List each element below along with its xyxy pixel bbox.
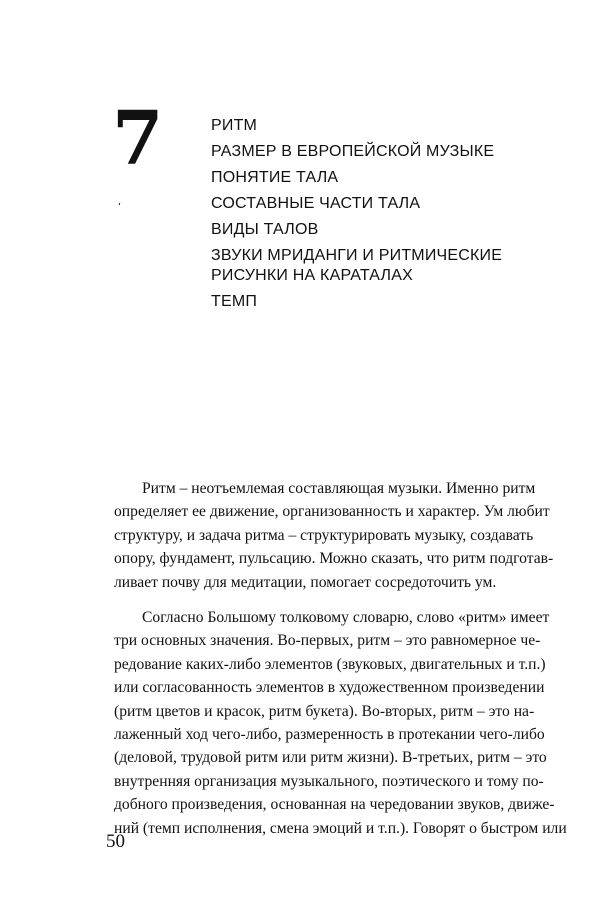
contents-item: РАЗМЕР В ЕВРОПЕЙСКОЙ МУЗЫКЕ bbox=[211, 143, 495, 160]
chapter-number: 7 bbox=[112, 96, 164, 182]
text-line: внутренняя организация музыкального, поэтического и тому по- bbox=[114, 772, 544, 790]
text-line: лаженный ход чего-либо, размеренность в протекании чего-либо bbox=[114, 726, 545, 744]
text-line: редование каких-либо элементов (звуковых, двигательных и т.п.) bbox=[114, 655, 546, 673]
contents-item: ТЕМП bbox=[211, 293, 258, 310]
text-line: ливает почву для медитации, помогает сосредоточить ум. bbox=[114, 573, 497, 591]
text-line: определяет ее движение, организованность и характер. Ум любит bbox=[114, 503, 550, 521]
contents-item: ПОНЯТИЕ ТАЛА bbox=[211, 169, 339, 186]
text-line: добного произведения, основанная на чередовании звуков, движе- bbox=[114, 796, 555, 814]
contents-item: ВИДЫ ТАЛОВ bbox=[211, 221, 319, 238]
contents-item: РИТМ bbox=[211, 117, 258, 134]
chapter-contents bbox=[211, 116, 502, 318]
body-text bbox=[114, 477, 567, 840]
text-line: Согласно Большому толковому словарю, слово «ритм» имеет bbox=[142, 609, 550, 627]
text-line: (деловой, трудовой ритм или ритм жизни). В-третьих, ритм – это bbox=[114, 749, 547, 767]
text-line: структуру, и задача ритма – структурировать музыку, создавать bbox=[114, 526, 534, 544]
paragraph-gap bbox=[114, 594, 532, 606]
page-number: 50 bbox=[106, 831, 125, 852]
contents-item: ЗВУКИ МРИДАНГИ И РИТМИЧЕСКИЕ РИСУНКИ НА КАРАТАЛАХ bbox=[211, 247, 503, 284]
text-line: опору, фундамент, пульсацию. Можно сказать, что ритм подготав- bbox=[114, 550, 554, 568]
text-line: (ритм цветов и красок, ритм букета). Во-вторых, ритм – это на- bbox=[114, 702, 535, 720]
contents-item: СОСТАВНЫЕ ЧАСТИ ТАЛА bbox=[211, 195, 421, 212]
text-line: ний (темп исполнения, смена эмоций и т.п.). Говорят о быстром или bbox=[114, 819, 567, 837]
stray-mark: ʻ bbox=[118, 202, 122, 213]
text-line: или согласованность элементов в художественном произведении bbox=[114, 679, 545, 697]
text-line: Ритм – неотъемлемая составляющая музыки. Именно ритм bbox=[142, 480, 536, 497]
paragraph bbox=[114, 606, 567, 840]
text-line: три основных значения. Во-первых, ритм – это равномерное че- bbox=[114, 632, 541, 650]
paragraph bbox=[114, 477, 554, 594]
